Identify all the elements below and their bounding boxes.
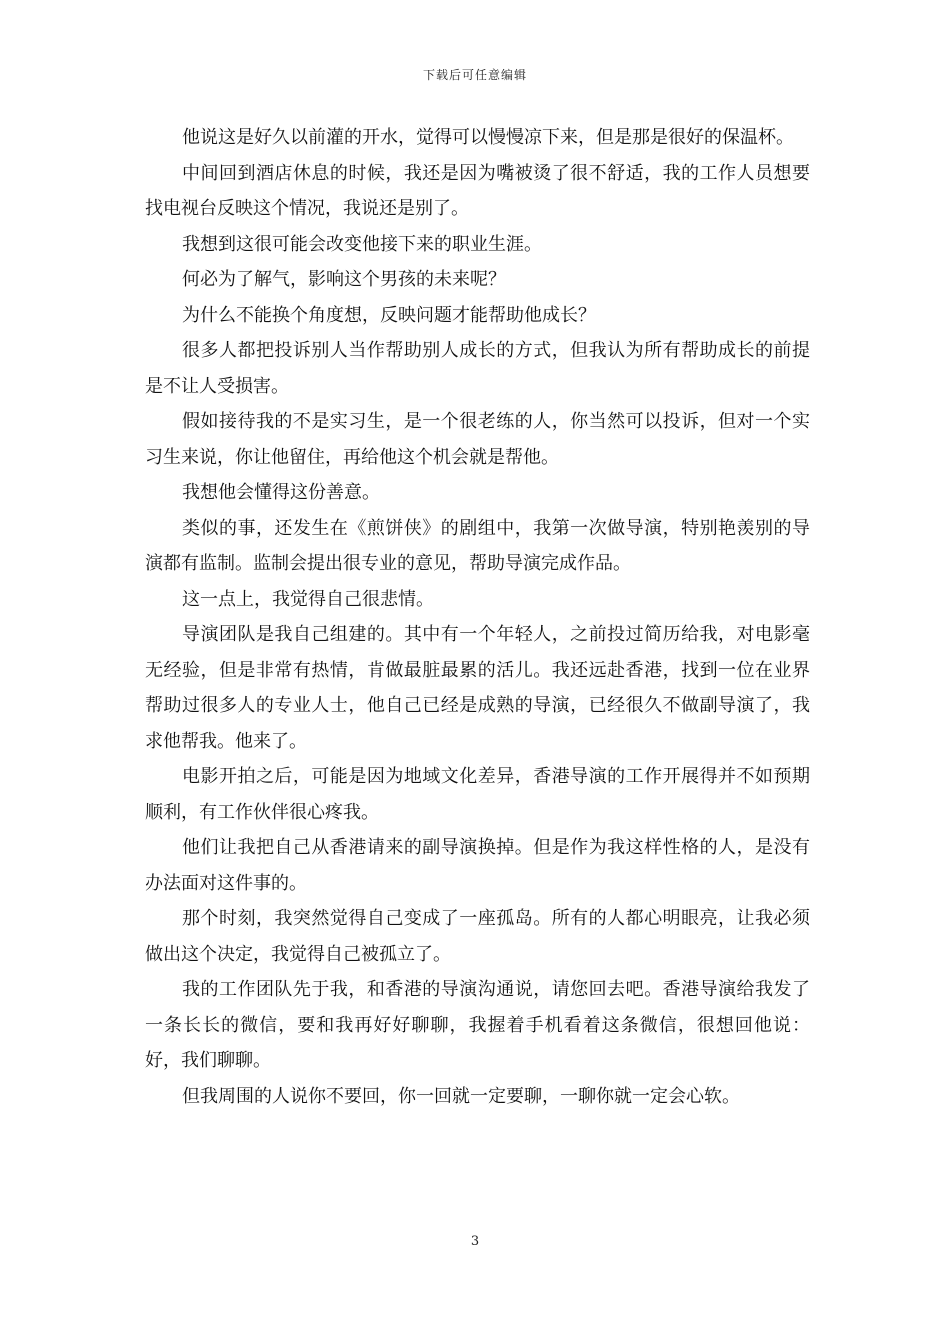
paragraph: 导演团队是我自己组建的。其中有一个年轻人，之前投过简历给我，对电影毫无经验，但是非常有热情，肯做最脏最累的活儿。我还远赴香港，找到一位在业界帮助过很多人的专业人士，他自己已经是成熟的导演，已经很久不做副导演了，我求他帮我。他来了。 — [145, 624, 810, 752]
paragraph: 假如接待我的不是实习生，是一个很老练的人，你当然可以投诉，但对一个实习生来说，你让他留住，再给他这个机会就是帮他。 — [145, 411, 810, 468]
paragraph: 中间回到酒店休息的时候，我还是因为嘴被烫了很不舒适，我的工作人员想要找电视台反映这个情况，我说还是别了。 — [145, 162, 810, 219]
paragraph: 类似的事，还发生在《煎饼侠》的剧组中，我第一次做导演，特别艳羡别的导演都有监制。监制会提出很专业的意见，帮助导演完成作品。 — [145, 517, 810, 574]
paragraph: 我的工作团队先于我，和香港的导演沟通说，请您回去吧。香港导演给我发了一条长长的微信，要和我再好好聊聊，我握着手机看着这条微信，很想回他说：好，我们聊聊。 — [145, 979, 810, 1071]
paragraph: 电影开拍之后，可能是因为地域文化差异，香港导演的工作开展得并不如预期顺利，有工作伙伴很心疼我。 — [145, 766, 810, 823]
paragraph: 他说这是好久以前灌的开水，觉得可以慢慢凉下来，但是那是很好的保温杯。 — [182, 127, 794, 148]
paragraph: 但我周围的人说你不要回，你一回就一定要聊，一聊你就一定会心软。 — [182, 1085, 740, 1107]
page-number: 3 — [470, 1234, 480, 1249]
page-header-note: 下载后可任意编辑 — [422, 68, 527, 82]
paragraph: 很多人都把投诉别人当作帮助别人成长的方式，但我认为所有帮助成长的前提是不让人受损害。 — [145, 340, 810, 397]
document-body — [145, 120, 810, 1114]
paragraph: 我想到这很可能会改变他接下来的职业生涯。 — [182, 233, 542, 255]
paragraph: 那个时刻，我突然觉得自己变成了一座孤岛。所有的人都心明眼亮，让我必须做出这个决定，我觉得自己被孤立了。 — [145, 908, 810, 965]
paragraph: 我想他会懂得这份善意。 — [182, 482, 380, 503]
paragraph: 这一点上，我觉得自己很悲情。 — [182, 588, 434, 610]
paragraph: 为什么不能换个角度想，反映问题才能帮助他成长？ — [182, 304, 596, 326]
paragraph: 他们让我把自己从香港请来的副导演换掉。但是作为我这样性格的人，是没有办法面对这件事的。 — [145, 837, 810, 894]
paragraph: 何必为了解气，影响这个男孩的未来呢？ — [182, 269, 506, 290]
